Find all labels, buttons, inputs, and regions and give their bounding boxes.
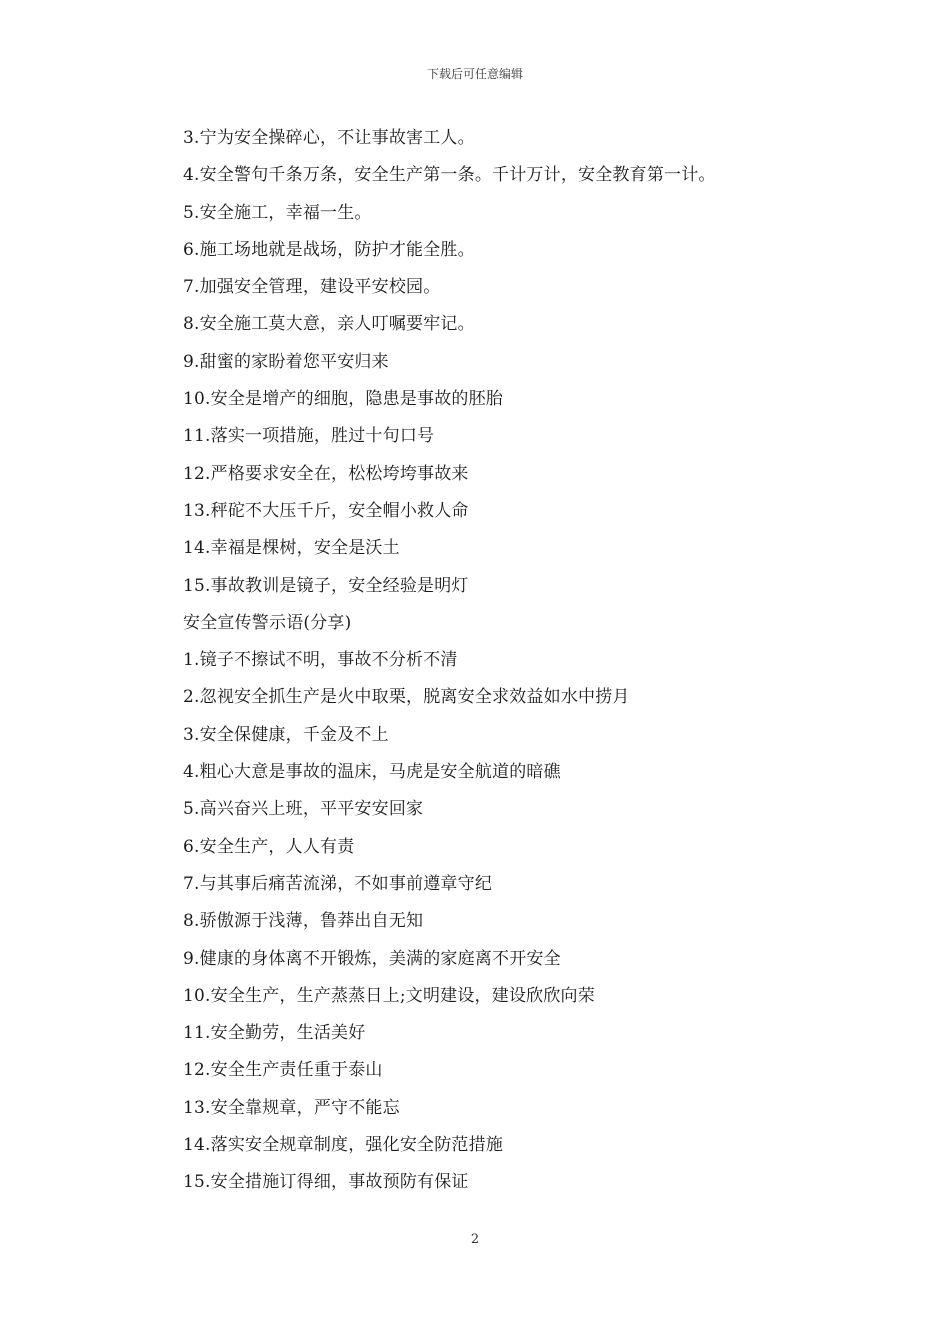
text-line: 3.宁为安全操碎心，不让事故害工人。 [183,128,475,148]
text-line: 12.严格要求安全在，松松垮垮事故来 [183,463,469,484]
text-line: 8.安全施工莫大意，亲人叮嘱要牢记。 [183,314,475,335]
text-line: 6.安全生产，人人有责 [183,836,355,857]
document-body [183,120,823,1202]
text-line: 7.加强安全管理，建设平安校园。 [183,277,441,298]
page-number: 2 [470,1232,480,1247]
text-line: 13.安全靠规章，严守不能忘 [183,1097,400,1118]
text-line: 8.骄傲源于浅薄，鲁莽出自无知 [183,911,424,932]
text-line: 10.安全是增产的细胞，隐患是事故的胚胎 [183,389,504,410]
section-heading: 安全宣传警示语(分享) [183,612,352,633]
text-line: 15.事故教训是镜子，安全经验是明灯 [183,575,469,596]
text-line: 5.安全施工，幸福一生。 [183,202,372,223]
text-line: 3.安全保健康，千金及不上 [183,724,389,745]
text-line: 4.安全警句千条万条，安全生产第一条。千计万计，安全教育第一计。 [183,165,716,186]
text-line: 13.秤砣不大压千斤，安全帽小救人命 [183,500,469,521]
text-line: 5.高兴奋兴上班，平平安安回家 [183,799,424,820]
text-line: 14.幸福是棵树，安全是沃土 [183,538,400,559]
text-line: 11.安全勤劳，生活美好 [183,1023,366,1044]
text-line: 10.安全生产，生产蒸蒸日上;文明建设，建设欣欣向荣 [183,985,595,1006]
text-line: 11.落实一项措施，胜过十句口号 [183,426,435,447]
text-line: 9.健康的身体离不开锻炼，美满的家庭离不开安全 [183,948,561,969]
text-line: 15.安全措施订得细，事故预防有保证 [183,1172,469,1193]
text-line: 2.忽视安全抓生产是火中取栗，脱离安全求效益如水中捞月 [183,687,630,708]
text-line: 12.安全生产责任重于泰山 [183,1060,383,1081]
text-line: 4.粗心大意是事故的温床，马虎是安全航道的暗礁 [183,762,561,783]
text-line: 14.落实安全规章制度，强化安全防范措施 [183,1135,504,1156]
text-line: 7.与其事后痛苦流涕，不如事前遵章守纪 [183,873,493,894]
page-header: 下载后可任意编辑 [426,67,523,81]
text-line: 6.施工场地就是战场，防护才能全胜。 [183,239,475,260]
text-line: 9.甜蜜的家盼着您平安归来 [183,351,389,372]
text-line: 1.镜子不擦试不明，事故不分析不清 [183,650,458,671]
